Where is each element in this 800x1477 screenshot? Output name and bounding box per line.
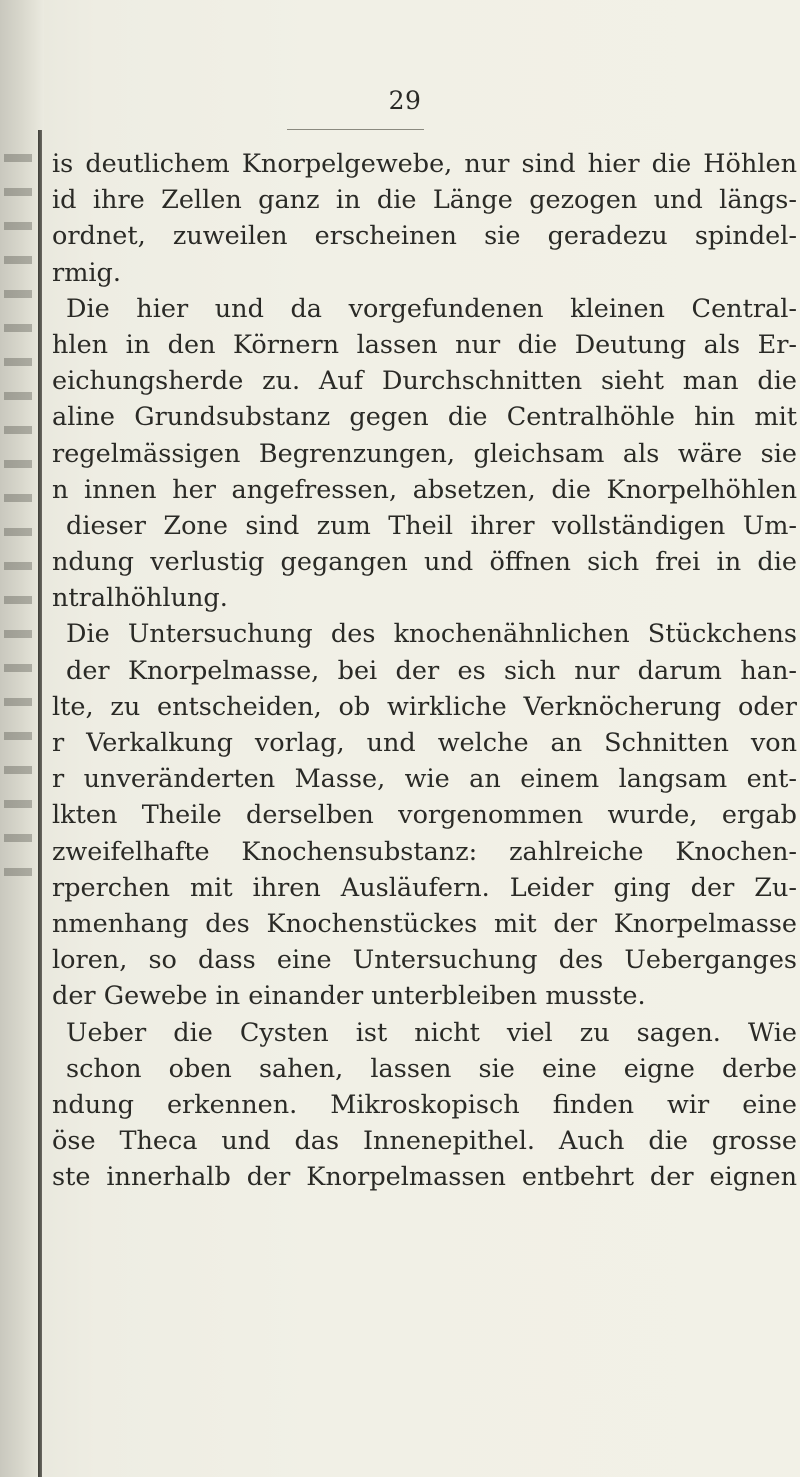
text-line: is deutlichem Knorpelgewebe, nur sind hier die Höhlen: [52, 149, 797, 179]
page-number: 29: [388, 86, 422, 115]
text-line: ndung verlustig gegangen und öffnen sich frei in die: [52, 547, 797, 578]
text-line: ntralhöhlung.: [52, 583, 228, 614]
text-line: r Verkalkung vorlag, und welche an Schnitten von: [52, 728, 797, 758]
text-line: n innen her angefressen, absetzen, die Knorpelhöhlen: [52, 474, 797, 505]
body-text: [52, 146, 797, 1195]
text-line: zweifelhafte Knochensubstanz: zahlreiche Knochen-: [52, 836, 797, 867]
text-line: lkten Theile derselben vorgenommen wurde, ergab: [52, 800, 797, 831]
adjacent-page-edge: [4, 140, 32, 900]
text-line: nmenhang des Knochenstückes mit der Knorpelmasse: [52, 908, 797, 939]
text-line: schon oben sahen, lassen sie eine eigne derbe: [66, 1053, 797, 1084]
text-line: ste innerhalb der Knorpelmassen entbehrt der eignen: [52, 1162, 797, 1193]
text-line: Die hier und da vorgefundenen kleinen Central-: [66, 293, 797, 324]
text-line: r unveränderten Masse, wie an einem langsam ent-: [52, 764, 797, 795]
text-line: ordnet, zuweilen erscheinen sie geradezu spindel-: [52, 221, 797, 252]
text-line: rmig.: [52, 257, 121, 288]
text-line: Die Untersuchung des knochenähnlichen Stückchens: [66, 619, 797, 650]
text-line: der Gewebe in einander unterbleiben musste.: [52, 981, 646, 1012]
text-line: eichungsherde zu. Auf Durchschnitten sieht man die: [52, 366, 797, 397]
binding-shadow: [38, 130, 42, 1477]
text-line: aline Grundsubstanz gegen die Centralhöhle hin mit: [52, 402, 797, 433]
text-line: ndung erkennen. Mikroskopisch finden wir eine: [52, 1089, 797, 1120]
text-line: id ihre Zellen ganz in die Länge gezogen und längs-: [52, 185, 797, 216]
text-line: regelmässigen Begrenzungen, gleichsam als wäre sie: [52, 438, 797, 469]
text-line: der Knorpelmasse, bei der es sich nur darum han-: [66, 655, 797, 686]
binding-gutter: [0, 0, 44, 1477]
text-line: öse Theca und das Innenepithel. Auch die grosse: [52, 1126, 797, 1157]
text-line: loren, so dass eine Untersuchung des Ueberganges: [52, 945, 797, 976]
text-line: lte, zu entscheiden, ob wirkliche Verknöcherung oder: [52, 691, 797, 722]
text-line: Ueber die Cysten ist nicht viel zu sagen. Wie: [66, 1017, 797, 1048]
text-line: dieser Zone sind zum Theil ihrer vollständigen Um-: [66, 510, 797, 541]
header-rule: [287, 129, 424, 130]
text-line: rperchen mit ihren Ausläufern. Leider ging der Zu-: [52, 872, 797, 903]
text-line: hlen in den Körnern lassen nur die Deutung als Er-: [52, 329, 797, 360]
